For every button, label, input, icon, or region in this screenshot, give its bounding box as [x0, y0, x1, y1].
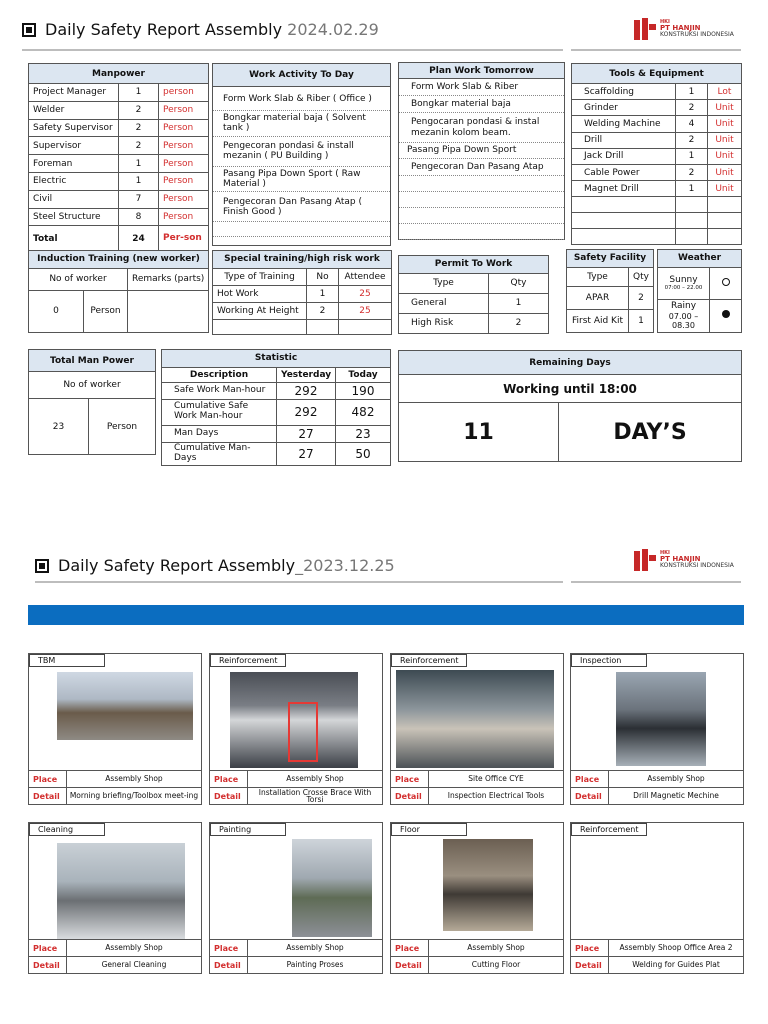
tool-empty-cell — [708, 197, 742, 213]
statistic-yesterday: 292 — [277, 399, 336, 425]
remaining-days-count: 11 — [399, 403, 559, 462]
induction-col-workers: No of worker — [29, 268, 128, 290]
permit-cols — [399, 273, 549, 293]
statistic-col: Today — [336, 367, 391, 382]
tool-empty-cell — [676, 197, 708, 213]
weather-header: Weather — [658, 250, 742, 268]
induction-count: 0 — [29, 290, 84, 332]
detail-label: Detail — [571, 957, 609, 973]
detail-label: Detail — [391, 957, 429, 973]
activity-photo — [230, 672, 358, 768]
statistic-desc: Cumulative Man-Days — [162, 442, 277, 465]
photo-card-tag: Reinforcement — [391, 654, 467, 667]
statistic-desc: Safe Work Man-hour — [162, 382, 277, 399]
place-value: Assembly Shoop Office Area 2 — [619, 943, 733, 953]
work-today-item: Pengecoran Dan Pasang Atap ( Finish Good ) — [213, 192, 390, 222]
photo-card — [28, 822, 202, 974]
tool-empty-cell — [708, 213, 742, 229]
statistic-cols — [162, 367, 391, 382]
weather-label-cell — [658, 299, 710, 332]
activity-photo — [57, 843, 185, 939]
manpower-role: Welder — [29, 101, 119, 119]
report2-title-text: Daily Safety Report Assembly — [58, 556, 296, 575]
statistic-yesterday: 292 — [277, 382, 336, 399]
title-rule-right — [571, 49, 741, 51]
place-value: Assembly Shop — [105, 943, 163, 953]
manpower-count: 1 — [119, 155, 159, 173]
detail-row — [210, 787, 382, 804]
statistic-yesterday: 27 — [277, 425, 336, 442]
plan-tomorrow-item: Form Work Slab & Riber — [399, 79, 564, 96]
photo-card-tag: Reinforcement — [571, 823, 647, 836]
statistic-today: 482 — [336, 399, 391, 425]
photo-card-info — [391, 939, 563, 973]
tool-unit: Unit — [708, 181, 742, 197]
permit-table — [398, 255, 548, 334]
highlight-box — [288, 702, 318, 762]
detail-label: Detail — [210, 788, 248, 804]
induction-header: Induction Training (new worker) — [29, 251, 209, 269]
tool-name: Grinder — [572, 100, 676, 116]
special-training-col: Attendee — [339, 268, 392, 285]
tools-row — [572, 84, 742, 100]
manpower-count: 1 — [119, 84, 159, 102]
work-today-box — [212, 63, 391, 246]
training-no: 2 — [307, 302, 339, 319]
manpower-row — [29, 172, 209, 190]
total-manpower-table — [28, 349, 155, 455]
place-label: Place — [210, 940, 248, 956]
tool-empty-cell — [572, 229, 676, 245]
detail-value: Inspection Electrical Tools — [447, 791, 545, 801]
hanjin-logo-icon — [634, 549, 656, 571]
facility-row — [567, 309, 654, 332]
statistic-col: Description — [162, 367, 277, 382]
manpower-total-unit: Per-son — [159, 226, 209, 252]
statistic-today: 23 — [336, 425, 391, 442]
activity-photo — [57, 672, 193, 740]
statistic-today: 50 — [336, 442, 391, 465]
photo-card — [390, 822, 564, 974]
title-rule-2-right — [571, 581, 741, 583]
training-type: Working At Height — [213, 302, 307, 319]
logo-line1: HKI — [660, 18, 670, 25]
tool-count: 4 — [676, 116, 708, 132]
photo-card-info — [210, 939, 382, 973]
place-value: Assembly Shop — [467, 943, 525, 953]
place-row — [29, 770, 201, 787]
place-row — [391, 770, 563, 787]
remaining-days-header: Remaining Days — [399, 351, 742, 375]
special-training-row — [213, 285, 392, 302]
logo2-line3: KONSTRUKSI INDONESIA — [660, 562, 734, 570]
special-training-col: No — [307, 268, 339, 285]
work-today-item: Pasang Pipa Down Sport ( Raw Material ) — [213, 167, 390, 193]
tools-row — [572, 164, 742, 180]
tool-unit: Unit — [708, 164, 742, 180]
company-logo-2 — [634, 549, 734, 571]
weather-row — [658, 299, 742, 332]
detail-label: Detail — [29, 788, 67, 804]
tools-row — [572, 100, 742, 116]
tool-unit: Lot — [708, 84, 742, 100]
permit-type: General — [399, 293, 489, 313]
company-logo — [634, 18, 734, 40]
photo-card — [390, 653, 564, 805]
place-row — [29, 939, 201, 956]
tool-count: 1 — [676, 148, 708, 164]
training-type: Hot Work — [213, 285, 307, 302]
facility-qty: 1 — [629, 309, 654, 332]
permit-col: Type — [399, 273, 489, 293]
detail-label: Detail — [391, 788, 429, 804]
tools-empty-row — [572, 213, 742, 229]
statistic-col: Yesterday — [277, 367, 336, 382]
detail-value: General Cleaning — [101, 960, 167, 970]
weather-time: 07.00 – 08.30 — [668, 311, 699, 331]
manpower-count: 2 — [119, 101, 159, 119]
facility-cols — [567, 267, 654, 286]
manpower-total-label: Total — [29, 226, 119, 252]
place-row — [210, 939, 382, 956]
statistic-row — [162, 399, 391, 425]
tool-unit: Unit — [708, 116, 742, 132]
manpower-role: Safety Supervisor — [29, 119, 119, 137]
tools-row — [572, 116, 742, 132]
detail-value: Painting Proses — [286, 960, 344, 970]
tools-header: Tools & Equipment — [572, 64, 742, 84]
place-label: Place — [391, 771, 429, 787]
manpower-count: 2 — [119, 137, 159, 155]
special-training-header: Special training/high risk work — [213, 251, 392, 269]
manpower-role: Steel Structure — [29, 208, 119, 226]
manpower-header: Manpower — [29, 64, 209, 84]
training-attendee: 25 — [339, 302, 392, 319]
manpower-count: 2 — [119, 119, 159, 137]
tool-count: 1 — [676, 181, 708, 197]
detail-label: Detail — [210, 957, 248, 973]
logo2-line2: PT HANJIN — [660, 554, 701, 563]
manpower-unit: Person — [159, 119, 209, 137]
detail-row — [391, 787, 563, 804]
logo2-line1: HKI — [660, 549, 670, 556]
detail-label: Detail — [571, 788, 609, 804]
place-value: Assembly Shop — [286, 774, 344, 784]
weather-label: Rainy — [670, 300, 697, 311]
manpower-row — [29, 119, 209, 137]
report2-title — [35, 556, 395, 575]
permit-row — [399, 293, 549, 313]
special-training-empty-row — [213, 319, 392, 334]
training-attendee: 25 — [339, 285, 392, 302]
photo-card-tag: TBM — [29, 654, 105, 667]
detail-row — [571, 787, 743, 804]
tool-count: 2 — [676, 100, 708, 116]
statistic-desc: Man Days — [162, 425, 277, 442]
photo-card-info — [391, 770, 563, 804]
weather-table — [657, 249, 741, 333]
plan-tomorrow-item: Pasang Pipa Down Sport — [399, 143, 564, 159]
photo-card — [28, 653, 202, 805]
training-empty-cell — [307, 319, 339, 334]
hanjin-logo-icon — [634, 18, 656, 40]
photo-card-tag: Cleaning — [29, 823, 105, 836]
report2-date: _2023.12.25 — [295, 556, 395, 575]
statistic-table — [161, 349, 390, 466]
weather-indicator — [710, 267, 742, 299]
manpower-row — [29, 137, 209, 155]
activity-photo — [396, 670, 554, 768]
blue-banner — [28, 605, 744, 625]
manpower-row — [29, 84, 209, 102]
detail-row — [571, 956, 743, 973]
facility-col: Qty — [629, 267, 654, 286]
tool-count: 1 — [676, 84, 708, 100]
manpower-unit: person — [159, 84, 209, 102]
logo-line3: KONSTRUKSI INDONESIA — [660, 31, 734, 39]
detail-value: Installation Crosse Brace With Torsi — [258, 787, 372, 804]
total-manpower-header: Total Man Power — [29, 350, 156, 372]
place-label: Place — [29, 771, 67, 787]
working-until: Working until 18:00 — [399, 375, 742, 403]
photo-card — [209, 653, 383, 805]
detail-value: Drill Magnetic Mechine — [633, 791, 719, 801]
manpower-role: Project Manager — [29, 84, 119, 102]
weather-label-cell — [658, 267, 710, 299]
manpower-role: Supervisor — [29, 137, 119, 155]
manpower-row — [29, 155, 209, 173]
permit-row — [399, 313, 549, 333]
tool-name: Jack Drill — [572, 148, 676, 164]
weather-label: Sunny — [669, 274, 698, 285]
remaining-days-table — [398, 350, 741, 462]
permit-qty: 1 — [489, 293, 549, 313]
tool-empty-cell — [572, 213, 676, 229]
manpower-role: Electric — [29, 172, 119, 190]
photo-card-tag: Reinforcement — [210, 654, 286, 667]
filled-circle-icon — [722, 310, 730, 318]
tool-name: Magnet Drill — [572, 181, 676, 197]
plan-tomorrow-empty-row — [399, 192, 564, 208]
tools-row — [572, 148, 742, 164]
manpower-total-row — [29, 226, 209, 252]
total-manpower-unit: Person — [89, 399, 156, 455]
plan-tomorrow-item: Pengocaran pondasi & instal mezanin kolom beam. — [399, 113, 564, 143]
photo-card-info — [571, 939, 743, 973]
plan-tomorrow-header: Plan Work Tomorrow — [399, 63, 564, 79]
special-training-col: Type of Training — [213, 268, 307, 285]
induction-col-remarks: Remarks (parts) — [128, 268, 209, 290]
facility-type: APAR — [567, 286, 629, 309]
report1-title — [22, 20, 379, 39]
photo-card-info — [29, 939, 201, 973]
tool-count: 2 — [676, 132, 708, 148]
statistic-today: 190 — [336, 382, 391, 399]
empty-circle-icon — [722, 278, 730, 286]
place-row — [210, 770, 382, 787]
tool-count: 2 — [676, 164, 708, 180]
tool-unit: Unit — [708, 132, 742, 148]
manpower-count: 1 — [119, 172, 159, 190]
facility-qty: 2 — [629, 286, 654, 309]
report1-date: 2024.02.29 — [287, 20, 379, 39]
plan-tomorrow-item: Pengecoran Dan Pasang Atap — [399, 159, 564, 176]
induction-table — [28, 250, 208, 333]
manpower-total-count: 24 — [119, 226, 159, 252]
place-value: Assembly Shop — [286, 943, 344, 953]
plan-tomorrow-item: Bongkar material baja — [399, 96, 564, 113]
manpower-unit: Person — [159, 190, 209, 208]
photo-card-tag: Inspection — [571, 654, 647, 667]
title-rule — [22, 49, 563, 51]
detail-label: Detail — [29, 957, 67, 973]
plan-tomorrow-empty-row — [399, 176, 564, 192]
place-label: Place — [29, 940, 67, 956]
manpower-unit: Person — [159, 172, 209, 190]
logo-line2: PT HANJIN — [660, 23, 701, 32]
safety-facility-table — [566, 249, 653, 333]
tool-unit: Unit — [708, 100, 742, 116]
square-bullet-icon — [22, 23, 36, 37]
place-row — [571, 770, 743, 787]
work-today-item: Bongkar material baja ( Solvent tank ) — [213, 111, 390, 137]
tool-empty-cell — [572, 197, 676, 213]
safety-facility-header: Safety Facility — [567, 250, 654, 268]
tool-empty-cell — [676, 213, 708, 229]
weather-time: 07:00 – 22.00 — [664, 285, 703, 292]
detail-row — [29, 956, 201, 973]
detail-row — [29, 787, 201, 804]
activity-photo — [443, 839, 533, 931]
manpower-table — [28, 63, 208, 252]
tools-row — [572, 181, 742, 197]
detail-value: Morning briefing/Toolbox meet-ing — [69, 791, 199, 801]
square-bullet-icon — [35, 559, 49, 573]
plan-tomorrow-empty-row — [399, 208, 564, 224]
training-no: 1 — [307, 285, 339, 302]
total-manpower-count: 23 — [29, 399, 89, 455]
place-row — [571, 939, 743, 956]
plan-tomorrow-box — [398, 62, 565, 240]
special-training-row — [213, 302, 392, 319]
statistic-row — [162, 425, 391, 442]
manpower-role: Foreman — [29, 155, 119, 173]
work-today-item: Pengecoran pondasi & install mezanin ( PU Building ) — [213, 137, 390, 167]
manpower-unit: Person — [159, 137, 209, 155]
detail-value: Welding for Guides Plat — [632, 960, 720, 970]
place-label: Place — [210, 771, 248, 787]
statistic-row — [162, 382, 391, 399]
manpower-unit: Person — [159, 208, 209, 226]
tools-row — [572, 132, 742, 148]
manpower-unit: Person — [159, 101, 209, 119]
facility-row — [567, 286, 654, 309]
induction-unit: Person — [84, 290, 128, 332]
training-empty-cell — [339, 319, 392, 334]
facility-type: First Aid Kit — [567, 309, 629, 332]
tool-name: Drill — [572, 132, 676, 148]
place-row — [391, 939, 563, 956]
special-training-table — [212, 250, 391, 335]
photo-card-info — [210, 770, 382, 804]
weather-indicator — [710, 299, 742, 332]
induction-remarks — [128, 290, 209, 332]
place-value: Site Office CYE — [468, 774, 524, 784]
special-training-cols — [213, 268, 392, 285]
place-label: Place — [571, 940, 609, 956]
work-today-item: Form Work Slab & Riber ( Office ) — [213, 89, 390, 111]
photo-card — [209, 822, 383, 974]
title-rule-2 — [35, 581, 563, 583]
tool-name: Welding Machine — [572, 116, 676, 132]
photo-card — [570, 653, 744, 805]
place-value: Assembly Shop — [105, 774, 163, 784]
permit-header: Permit To Work — [399, 256, 549, 274]
manpower-row — [29, 101, 209, 119]
manpower-role: Civil — [29, 190, 119, 208]
statistic-desc: Cumulative Safe Work Man-hour — [162, 399, 277, 425]
photo-card-tag: Painting — [210, 823, 286, 836]
work-today-empty-row — [213, 222, 390, 237]
permit-qty: 2 — [489, 313, 549, 333]
permit-type: High Risk — [399, 313, 489, 333]
tools-empty-row — [572, 229, 742, 245]
permit-col: Qty — [489, 273, 549, 293]
tools-table — [571, 63, 741, 245]
work-today-header: Work Activity To Day — [213, 64, 390, 87]
tool-name: Cable Power — [572, 164, 676, 180]
training-empty-cell — [213, 319, 307, 334]
photo-card-info — [29, 770, 201, 804]
photo-card-info — [571, 770, 743, 804]
plan-tomorrow-empty-row — [399, 224, 564, 240]
detail-value: Cutting Floor — [471, 960, 521, 970]
weather-row — [658, 267, 742, 299]
photo-card — [570, 822, 744, 974]
activity-photo — [292, 839, 372, 937]
manpower-count: 8 — [119, 208, 159, 226]
manpower-unit: Person — [159, 155, 209, 173]
place-value: Assembly Shop — [647, 774, 705, 784]
facility-col: Type — [567, 267, 629, 286]
statistic-row — [162, 442, 391, 465]
activity-photo — [616, 672, 706, 766]
remaining-days-label: DAY’S — [559, 403, 742, 462]
tool-empty-cell — [676, 229, 708, 245]
place-label: Place — [571, 771, 609, 787]
place-label: Place — [391, 940, 429, 956]
tools-empty-row — [572, 197, 742, 213]
tool-unit: Unit — [708, 148, 742, 164]
tool-empty-cell — [708, 229, 742, 245]
tool-name: Scaffolding — [572, 84, 676, 100]
statistic-yesterday: 27 — [277, 442, 336, 465]
manpower-row — [29, 208, 209, 226]
total-manpower-sub: No of worker — [29, 372, 156, 399]
manpower-row — [29, 190, 209, 208]
detail-row — [210, 956, 382, 973]
statistic-header: Statistic — [162, 350, 391, 368]
manpower-count: 7 — [119, 190, 159, 208]
photo-card-tag: Floor — [391, 823, 467, 836]
detail-row — [391, 956, 563, 973]
report1-title-text: Daily Safety Report Assembly — [45, 20, 283, 39]
